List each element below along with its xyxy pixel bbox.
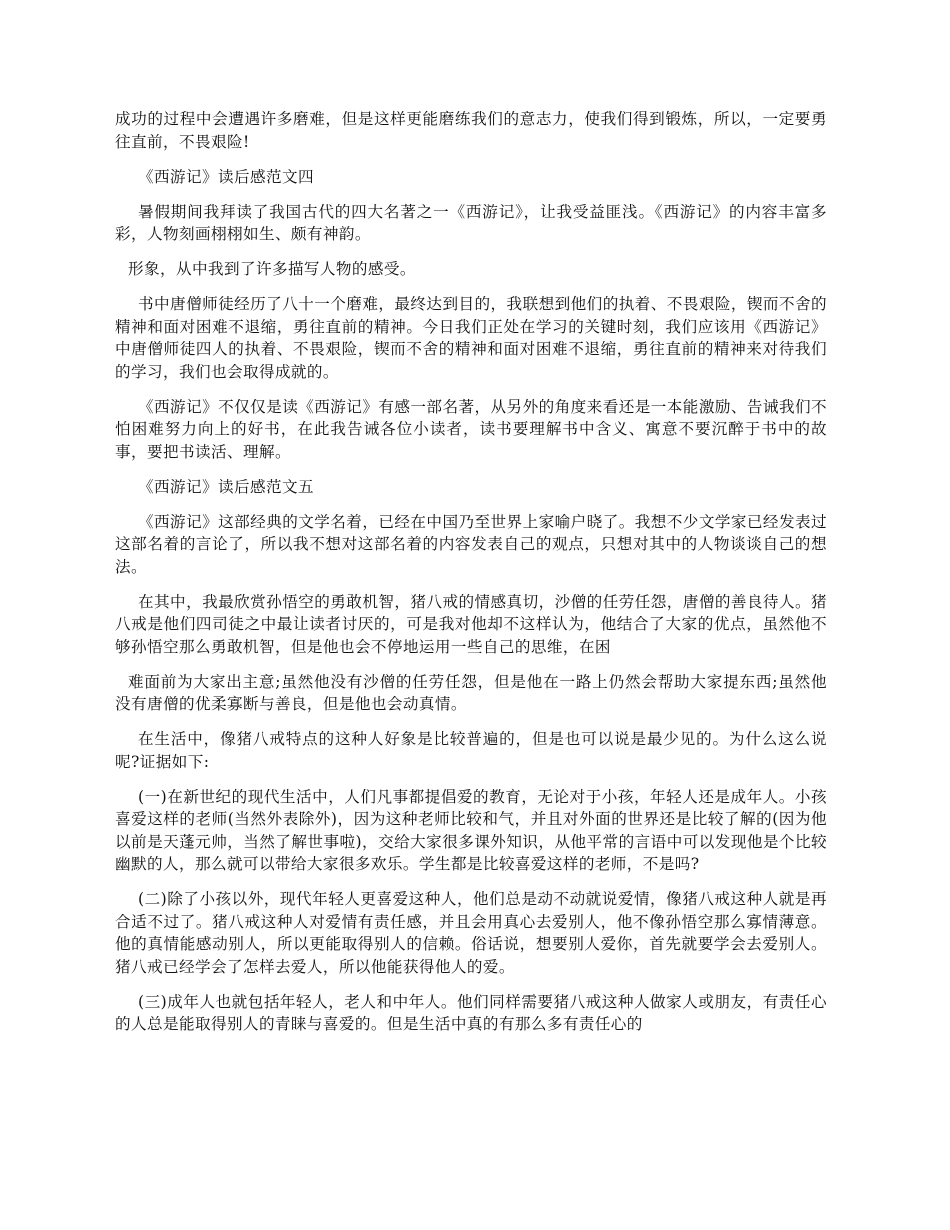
paragraph-point-two: (二)除了小孩以外，现代年轻人更喜爱这种人，他们总是动不动就说爱情，像猪八戒这种人就是再合适不过了。猪八戒这种人对爱情有责任感，并且会用真心去爱别人，他不像孙悟空那么寡情薄意。他的真情能感动别人，所以更能取得别人的信赖。俗话说，想要别人爱你，首先就要学会去爱别人。猪八戒已经学会了怎样去爱人，所以他能获得他人的爱。 [115, 890, 827, 976]
paragraph-zhu-bajie-traits: 难面前为大家出主意;虽然他没有沙僧的任劳任怨，但是他在一路上仍然会帮助大家提东西;虽然他没有唐僧的优柔寡断与善良，但是他也会动真情。 [115, 672, 827, 713]
paragraph-in-daily-life: 在生活中，像猪八戒特点的这种人好象是比较普遍的，但是也可以说是最少见的。为什么这么说呢?证据如下: [115, 730, 827, 771]
paragraph-point-three: (三)成年人也就包括年轻人，老人和中年人。他们同样需要猪八戒这种人做家人或朋友，有责任心的人总是能取得别人的青睐与喜爱的。但是生活中真的有那么多有责任心的 [115, 992, 827, 1033]
paragraph-favorite-characters: 在其中，我最欣赏孙悟空的勇敢机智，猪八戒的情感真切，沙僧的任劳任怨，唐僧的善良待人。猪八戒是他们四司徒之中最让读者讨厌的，可是我对他却不这样认为，他结合了大家的优点，虽然他不够孙悟空那么勇敢机智，但是他也会不停地运用一些自己的思维，在困 [115, 592, 827, 656]
section-heading-essay-five: 《西游记》读后感范文五 [138, 477, 314, 496]
paragraph-summer-reading: 暑假期间我拜读了我国古代的四大名著之一《西游记》，让我受益匪浅。《西游记》的内容丰富多彩，人物刻画栩栩如生、颇有神韵。 [115, 202, 827, 243]
paragraph-book-advice: 《西游记》不仅仅是读《西游记》有感一部名著，从另外的角度来看还是一本能激励、告诫我们不怕困难努力向上的好书，在此我告诫各位小读者，读书要理解书中含义、寓意不要沉醉于书中的故事，要把书读活、理解。 [115, 397, 827, 461]
paragraph-classic-literature: 《西游记》这部经典的文学名着，已经在中国乃至世界上家喻户晓了。我想不少文学家已经发表过这部名着的言论了，所以我不想对这部名着的内容发表自己的观点，只想对其中的人物谈谈自己的想法。 [115, 512, 827, 576]
paragraph-character-impression: 形象，从中我到了许多描写人物的感受。 [128, 260, 416, 278]
section-heading-essay-four: 《西游记》读后感范文四 [138, 167, 314, 186]
paragraph-eighty-one-trials: 书中唐僧师徒经历了八十一个磨难，最终达到目的，我联想到他们的执着、不畏艰险，锲而不舍的精神和面对困难不退缩，勇往直前的精神。今日我们正处在学习的关键时刻，我们应该用《西游记》中唐僧师徒四人的执着、不畏艰险，锲而不舍的精神和面对困难不退缩，勇往直前的精神来对待我们的学习，我们也会取得成就的。 [115, 295, 827, 381]
paragraph-point-one: (一)在新世纪的现代生活中，人们凡事都提倡爱的教育，无论对于小孩，年轻人还是成年人。小孩喜爱这样的老师(当然外表除外)，因为这种老师比较和气，并且对外面的世界还是比较了解的(因为他以前是天蓬元帅，当然了解世事啦)，交给大家很多课外知识，从他平常的言语中可以发现他是个比较幽默的人，那么就可以带给大家很多欢乐。学生都是比较喜爱这样的老师，不是吗? [115, 787, 827, 873]
paragraph-intro-continuation: 成功的过程中会遭遇许多磨难，但是这样更能磨练我们的意志力，使我们得到锻炼，所以，一定要勇往直前，不畏艰险! [115, 110, 827, 151]
document-body [115, 108, 827, 1048]
